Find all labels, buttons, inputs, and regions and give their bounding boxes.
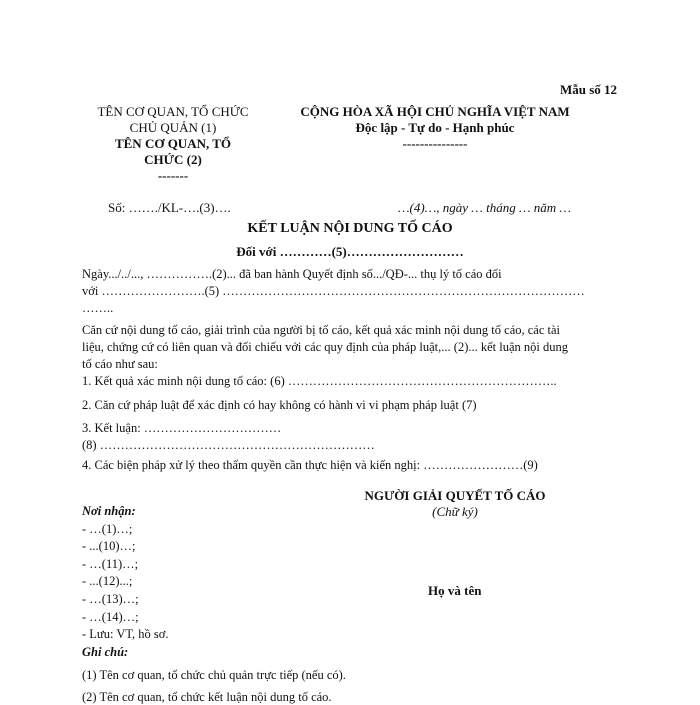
paragraph-line: tố cáo như sau:	[82, 357, 158, 371]
recipient-item: - ...(12)...;	[82, 574, 133, 589]
item-conclusion	[82, 420, 375, 454]
note-item: (1) Tên cơ quan, tổ chức chủ quản trực tiếp (nếu có).	[82, 668, 346, 682]
item-verification-result: 1. Kết quả xác minh nội dung tố cáo: (6) ………………………………………………………..	[82, 374, 557, 388]
paragraph-basis	[82, 322, 568, 373]
place-date: …(4)…, ngày … tháng … năm …	[398, 200, 571, 215]
recipient-item: - Lưu: VT, hồ sơ.	[82, 627, 169, 642]
recipient-item: - …(13)…;	[82, 591, 139, 606]
recipient-item: - …(14)…;	[82, 609, 139, 624]
signature-block	[330, 488, 580, 520]
form-number: Mẫu số 12	[560, 82, 618, 97]
recipient-item: - ...(10)…;	[82, 539, 136, 554]
document-title: KẾT LUẬN NỘI DUNG TỐ CÁO	[247, 221, 453, 236]
paragraph-line: Căn cứ nội dung tố cáo, giải trình của người bị tố cáo, kết quả xác minh nội dung tố cáo, các tài	[82, 323, 561, 337]
signer-name-label: Họ và tên	[428, 583, 482, 598]
paragraph-line: 3. Kết luận: ……………………………	[82, 421, 282, 435]
document-number: Số: ……./KL-….(3)….	[108, 200, 231, 215]
item-measures: 4. Các biện pháp xử lý theo thẩm quyền cần thực hiện và kiến nghị: ……………………(9)	[82, 458, 538, 472]
document-subtitle: Đối với …………(5)………………………	[236, 244, 464, 259]
signature-note: (Chữ ký)	[432, 504, 478, 519]
paragraph-line: với …………………….(5) ……………………………………………………………………………	[82, 284, 585, 298]
paragraph-line: ……..	[82, 301, 114, 315]
parent-agency-line2: CHỦ QUẢN (1)	[129, 120, 217, 135]
recipients-heading: Nơi nhận:	[82, 504, 136, 518]
agency-name-line1: TÊN CƠ QUAN, TỔ	[114, 136, 232, 151]
recipient-item: - …(11)…;	[82, 556, 139, 571]
national-divider: ---------------	[402, 136, 468, 151]
agency-divider: -------	[157, 168, 189, 183]
agency-name-line2: CHỨC (2)	[144, 152, 202, 167]
recipients-list	[82, 503, 169, 644]
national-motto: Độc lập - Tự do - Hạnh phúc	[355, 120, 515, 135]
parent-agency-line1: TÊN CƠ QUAN, TỔ CHỨC	[97, 104, 249, 119]
recipient-item: - …(1)…;	[82, 521, 133, 536]
paragraph-line: (8) …………………………………………………………	[82, 438, 375, 452]
signer-title: NGƯỜI GIẢI QUYẾT TỐ CÁO	[364, 488, 546, 503]
item-legal-basis: 2. Căn cứ pháp luật để xác định có hay không có hành vi vi phạm pháp luật (7)	[82, 398, 477, 412]
notes-heading: Ghi chú:	[82, 645, 129, 659]
paragraph-decision	[82, 266, 585, 317]
national-title: CỘNG HÒA XÃ HỘI CHỦ NGHĨA VIỆT NAM	[300, 104, 570, 119]
note-item: (2) Tên cơ quan, tổ chức kết luận nội dung tố cáo.	[82, 690, 332, 704]
paragraph-line: liệu, chứng cứ có liên quan và đối chiếu với các quy định của pháp luật,... (2)... kết luận nội dung	[82, 340, 568, 354]
paragraph-line: Ngày.../../..., …………….(2)... đã ban hành Quyết định số.../QĐ-... thụ lý tố cáo đối	[82, 267, 502, 281]
agency-header	[78, 104, 268, 184]
national-header	[275, 104, 595, 152]
